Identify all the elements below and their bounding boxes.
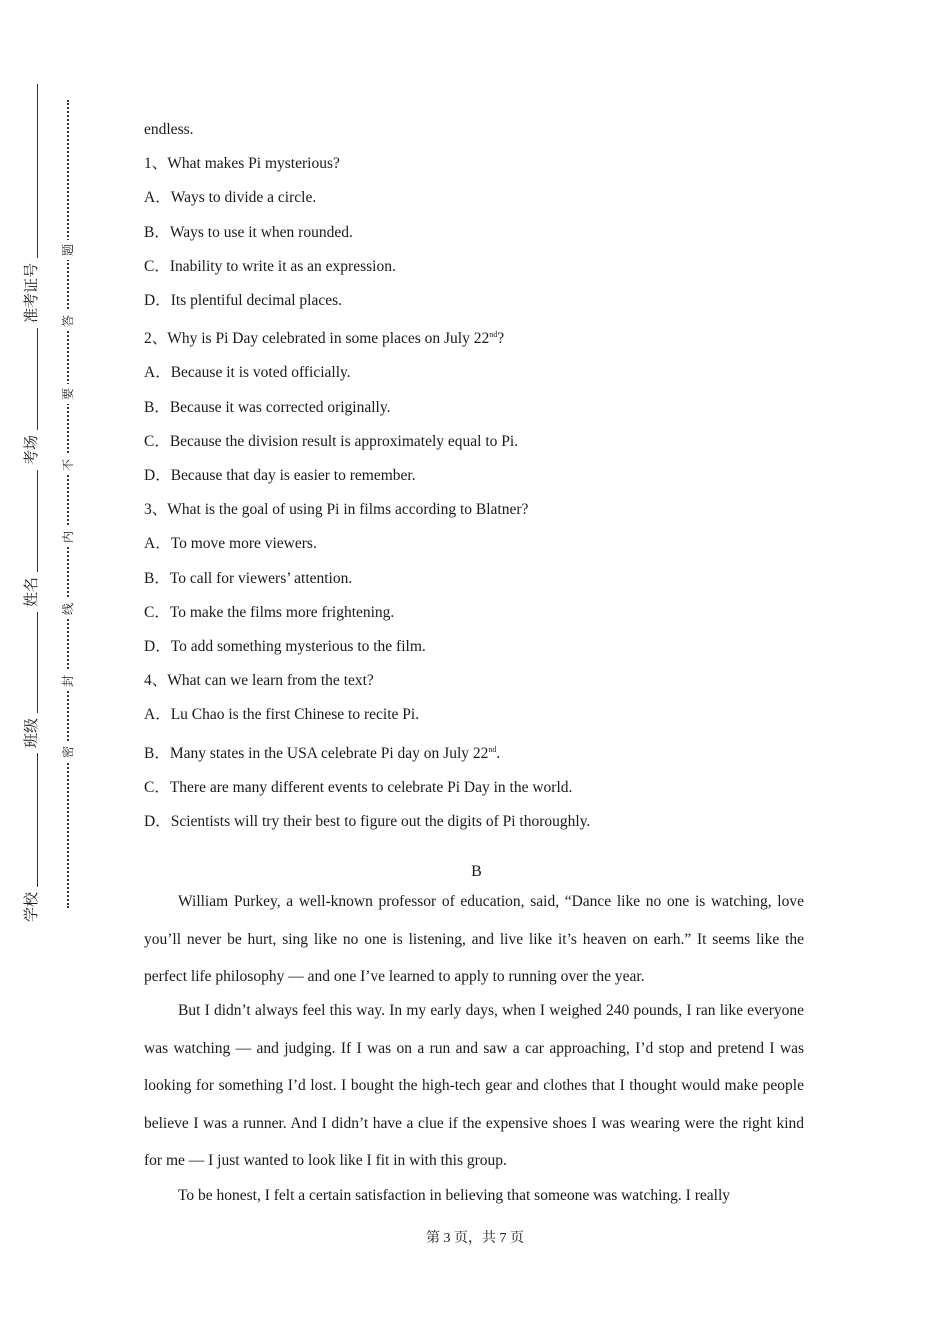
binding-solid-line: [37, 84, 38, 924]
page-footer: 第 3 页，共 7 页: [426, 1231, 524, 1246]
option-end: .: [496, 744, 501, 762]
question-2: [144, 318, 809, 493]
seal-char: 答: [59, 311, 77, 331]
exam-number-label: 准考证号: [22, 258, 42, 328]
paragraph: To be honest, I felt a certain satisfaction in believing that someone was watching. I really: [178, 1186, 730, 1204]
option-b: B．Ways to use it when rounded.: [144, 223, 353, 241]
exam-room-label: 考场: [22, 430, 42, 470]
option-a: A．To move more viewers.: [144, 535, 317, 553]
option-d: D．Scientists will try their best to figure out the digits of Pi thoroughly.: [144, 813, 591, 831]
option-a: A．Lu Chao is the first Chinese to recite Pi.: [144, 706, 420, 724]
ordinal-suffix: nd: [488, 744, 497, 754]
seal-char: 封: [59, 671, 77, 691]
name-label: 姓名: [22, 572, 42, 612]
question-stem: [144, 318, 809, 356]
paragraph: William Purkey, a well-known professor of education, said, “Dance like no one is watching, love you’ll never be hurt, sing like no one is listening, and live like it’s heaven on earh.” It seems like the perfect life philosophy — and one I’ve learned to apply to running over the year.: [144, 893, 804, 986]
option-d: D．To add something mysterious to the film.: [144, 638, 426, 656]
question-stem: 3、What is the goal of using Pi in films according to Blatner?: [144, 501, 529, 519]
ordinal-suffix: nd: [489, 330, 498, 340]
passage-a-tail: endless.: [144, 121, 194, 138]
binding-dotted-line: [67, 100, 69, 908]
option-b: B．Because it was corrected originally.: [144, 398, 391, 416]
option-c: C．Inability to write it as an expression.: [144, 257, 396, 275]
seal-char: 密: [59, 742, 77, 762]
option-b: [144, 733, 809, 771]
seal-char: 不: [59, 455, 77, 475]
option-c: C．Because the division result is approximately equal to Pi.: [144, 432, 519, 450]
stem-text: 2、Why is Pi Day celebrated in some places on July 22: [144, 330, 490, 348]
option-c: C．To make the films more frightening.: [144, 603, 395, 621]
question-3: [144, 493, 809, 664]
seal-char: 线: [59, 599, 77, 619]
seal-char: 内: [59, 527, 77, 547]
question-stem: 4、What can we learn from the text?: [144, 672, 374, 690]
seal-char: 要: [59, 384, 77, 404]
option-c: C．There are many different events to celebrate Pi Day in the world.: [144, 778, 573, 796]
paragraph: But I didn’t always feel this way. In my early days, when I weighed 240 pounds, I ran like everyone was watching — and judging. If I was on a run and saw a car approaching, I’d stop and pretend I was looking for something I’d lost. I bought the high-tech gear and clothes that I thought would make people believe I was a runner. And I didn’t have a clue if the expensive shoes I was wearing were the right kind for me — I just wanted to look like I fit in with this group.: [144, 1002, 804, 1170]
question-stem: 1、What makes Pi mysterious?: [144, 155, 340, 173]
option-b: B．To call for viewers’ attention.: [144, 569, 353, 587]
option-a: A．Ways to divide a circle.: [144, 189, 317, 207]
page-content: [144, 113, 809, 1214]
option-text: B．Many states in the USA celebrate Pi day on July 22: [144, 744, 489, 762]
class-label: 班级: [22, 713, 42, 753]
school-label: 学校: [22, 887, 42, 927]
question-4: [144, 664, 809, 839]
option-d: D．Its plentiful decimal places.: [144, 292, 342, 310]
option-a: A．Because it is voted officially.: [144, 364, 351, 382]
option-d: D．Because that day is easier to remember.: [144, 467, 416, 485]
stem-end: ?: [497, 330, 505, 348]
seal-char: 题: [59, 240, 77, 260]
passage-b: [144, 883, 809, 1214]
section-b-title: B: [471, 863, 482, 881]
question-1: [144, 147, 809, 318]
